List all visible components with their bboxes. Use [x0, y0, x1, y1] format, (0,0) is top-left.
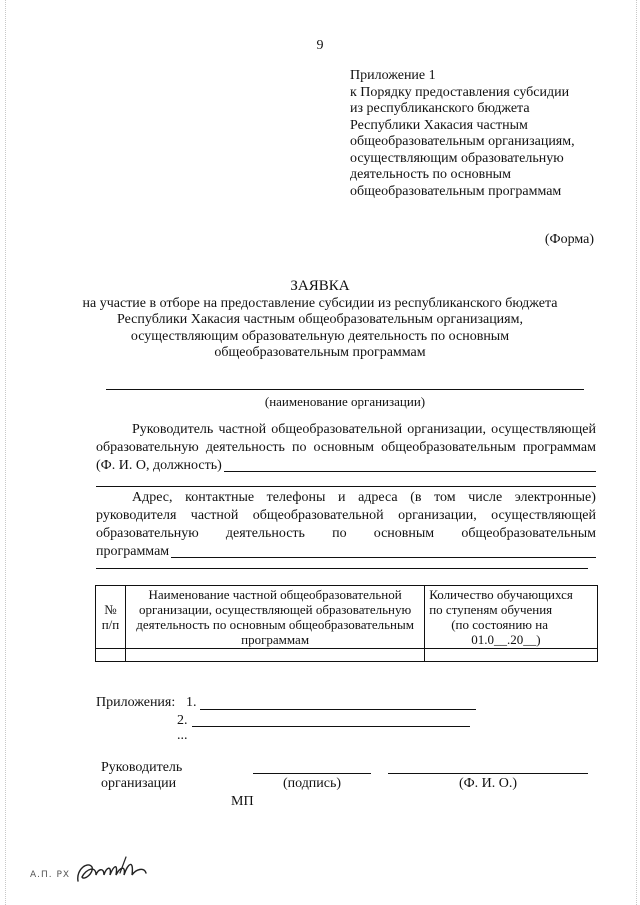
full-name-field[interactable] [388, 773, 588, 774]
word: руководителя [96, 508, 177, 523]
word: частной [218, 422, 267, 437]
column-header-number: № п/п [96, 586, 126, 649]
table-cell[interactable] [125, 649, 424, 662]
fio-position-field-continued[interactable] [96, 486, 596, 487]
column-header-organization: Наименование частной общеобразовательной организации, осуществляющей образовательную деятельность по основным общеобразовательным программам [125, 586, 424, 649]
word: по [332, 526, 347, 541]
signature-caption: (подпись) [282, 776, 342, 791]
word: том [434, 490, 456, 505]
header-line: 01.0__.20__) [471, 632, 541, 647]
application-title: ЗАЯВКА [290, 278, 350, 294]
paragraph-line [96, 421, 596, 439]
attachments-label: Приложения: [96, 695, 176, 710]
word: общеобразовательным [461, 526, 596, 541]
scan-edge-right [636, 0, 637, 905]
address-paragraph [96, 489, 596, 561]
word: деятельность [225, 526, 305, 541]
word: Адрес, [132, 490, 173, 505]
scan-edge-left [5, 0, 6, 905]
word: общеобразовательной [252, 508, 384, 523]
signatory-role: Руководитель [101, 760, 183, 775]
attachment-number: 2. [177, 713, 188, 728]
word: общеобразовательным [381, 440, 516, 455]
appendix-line: из республиканского бюджета [350, 101, 530, 116]
word: деятельность [205, 440, 285, 455]
form-label: (Форма) [544, 232, 594, 247]
word: частной [190, 508, 239, 523]
word: Руководитель [132, 422, 214, 437]
paragraph-line [96, 439, 596, 457]
org-name-field[interactable] [106, 389, 584, 390]
appendix-line: деятельность по основным [350, 167, 511, 182]
appendix-line: Республики Хакасия частным [350, 117, 528, 133]
paragraph-line [96, 525, 596, 543]
word: контактные [185, 490, 255, 505]
page-number: 9 [316, 38, 324, 53]
appendix-line: общеобразовательным программам [350, 183, 562, 199]
programs-label: программам [96, 544, 170, 559]
appendix-block [350, 68, 610, 200]
heading-line: на участие в отборе на предоставление субсидии из республиканского бюджета [82, 295, 558, 311]
attachment-field-2[interactable] [192, 726, 470, 727]
handwritten-signature [74, 855, 154, 891]
fio-position-label: (Ф. И. О, должность) [96, 458, 222, 473]
heading-line: общеобразовательным программам [214, 345, 426, 360]
word: основным [373, 526, 435, 541]
word: организации, [407, 422, 486, 437]
word: общеобразовательной [271, 422, 403, 437]
organization-table [95, 585, 598, 662]
table-header-row [96, 586, 598, 649]
appendix-line: общеобразовательным организациям, [350, 134, 575, 149]
attachment-ellipsis: ... [177, 728, 188, 743]
paragraph-line [96, 457, 596, 475]
heading-line: осуществляющим образовательную деятельность по основным [130, 328, 510, 344]
stamp-place-label: МП [231, 794, 254, 809]
header-line: по ступеням обучения [429, 602, 553, 617]
table-cell[interactable] [425, 649, 598, 662]
word: программам [522, 440, 596, 455]
attachment-number: 1. [186, 695, 197, 710]
head-paragraph [96, 421, 596, 475]
table-cell[interactable] [96, 649, 126, 662]
word: электронные) [514, 490, 596, 505]
initials-stamp: А.П. РХ [30, 870, 71, 880]
appendix-line: Приложение 1 [350, 68, 436, 83]
full-name-caption: (Ф. И. О.) [458, 776, 518, 791]
header-line: (по состоянию на [451, 617, 548, 632]
paragraph-line [96, 489, 596, 507]
word: осуществляющей [491, 422, 596, 437]
appendix-line: осуществляющим образовательную [350, 150, 564, 166]
paragraph-line [96, 543, 596, 561]
word: осуществляющей [491, 508, 596, 523]
word: организации, [398, 508, 477, 523]
word: (в [410, 490, 422, 505]
address-contacts-field[interactable] [171, 543, 596, 558]
appendix-line: к Порядку предоставления субсидии [350, 84, 570, 100]
word: образовательную [96, 526, 199, 541]
word: и [337, 490, 346, 505]
word: образовательную [96, 440, 199, 455]
header-line: Количество обучающихся [429, 587, 573, 602]
attachment-field-1[interactable] [200, 709, 476, 710]
fio-position-field[interactable] [224, 457, 596, 472]
word: по [291, 440, 307, 455]
application-heading [0, 278, 640, 362]
heading-line: Республики Хакасия частным общеобразовательным организациям, [117, 312, 523, 327]
word: основным [313, 440, 374, 455]
signatory-role: организации [101, 776, 177, 791]
word: телефоны [266, 490, 326, 505]
word: адреса [358, 490, 398, 505]
address-contacts-field-continued[interactable] [96, 568, 588, 569]
word: числе [468, 490, 503, 505]
signature-field[interactable] [253, 773, 371, 774]
table-row [96, 649, 598, 662]
paragraph-line [96, 507, 596, 525]
column-header-students [425, 586, 598, 649]
org-name-caption: (наименование организации) [264, 394, 426, 409]
